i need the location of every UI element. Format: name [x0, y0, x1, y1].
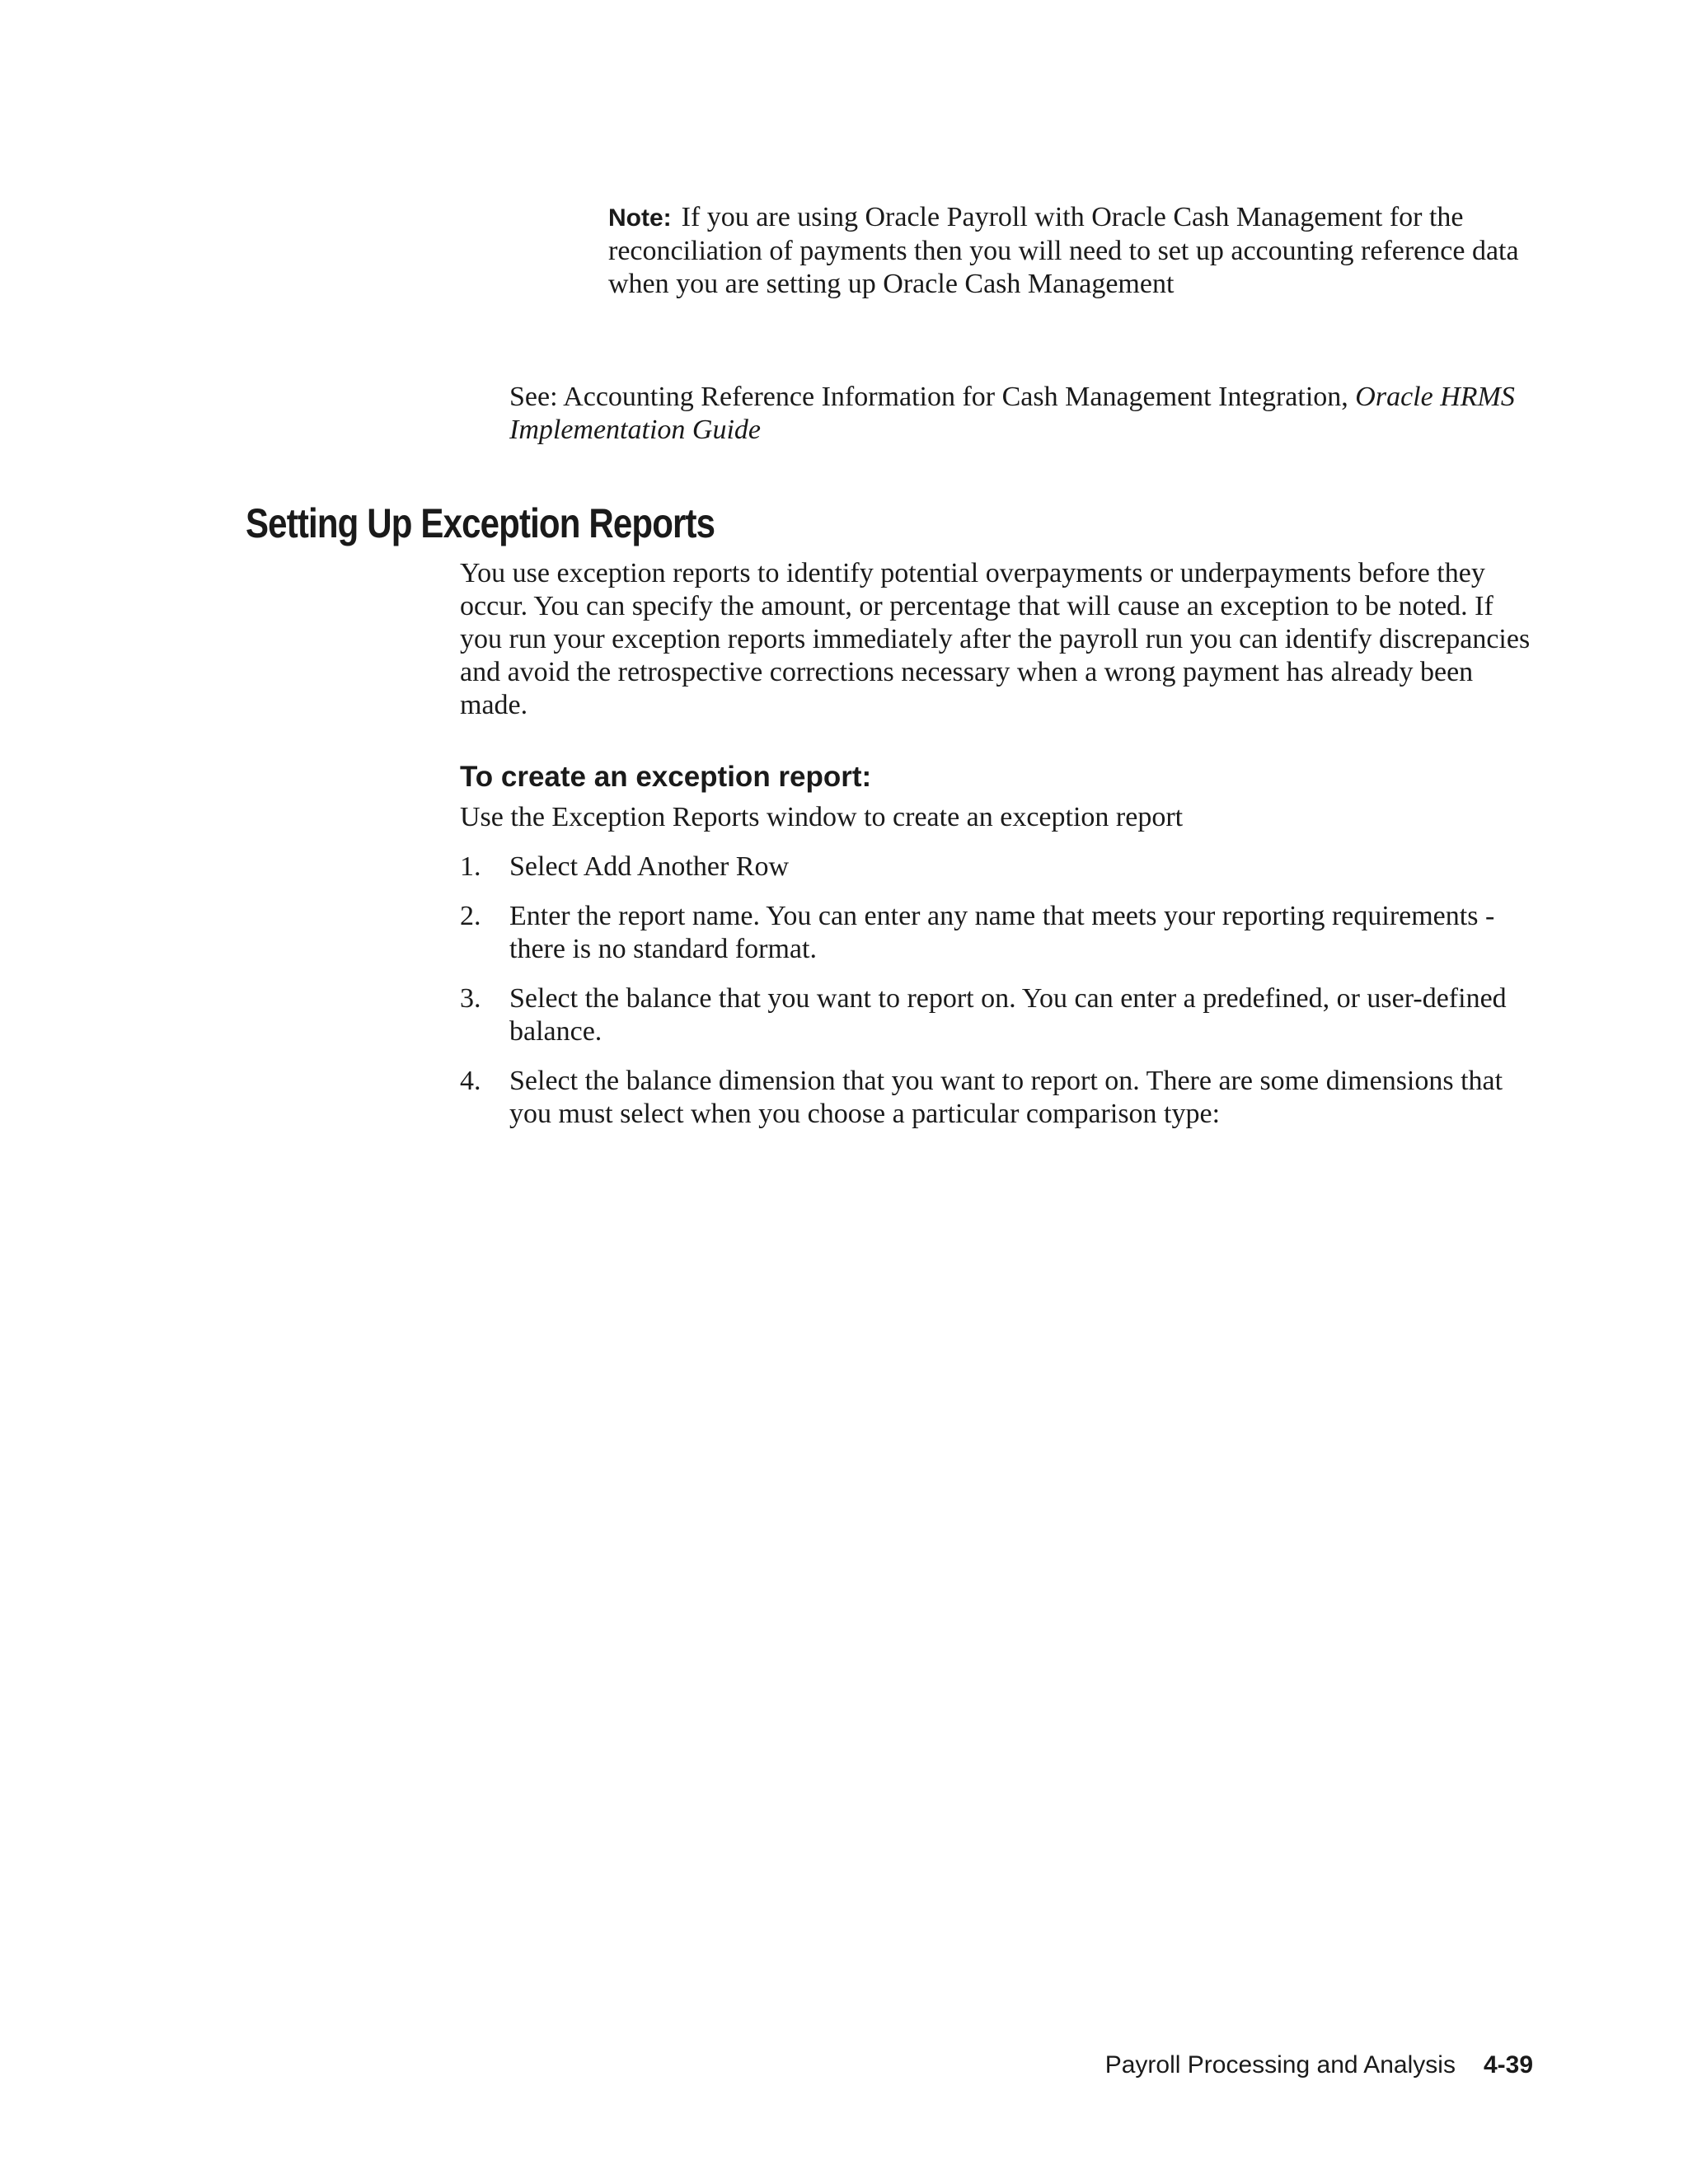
step-text: Select the balance dimension that you want to report on. There are some dimensions that you must select when you choose a particular comparison type: — [509, 1066, 1503, 1129]
step-number: 4. — [460, 1066, 481, 1096]
step-number: 2. — [460, 901, 481, 931]
footer-chapter-title: Payroll Processing and Analysis — [1104, 2051, 1456, 2079]
procedure-heading: To create an exception report: — [460, 761, 872, 793]
note-text: If you are using Oracle Payroll with Oracle Cash Management for the reconciliation of payments then you will need to set up accounting reference data when you are setting up Oracle Cash Management — [608, 202, 1519, 299]
step-text: Select the balance that you want to report on. You can enter a predefined, or user-defined balance. — [509, 983, 1507, 1047]
step-number: 3. — [460, 983, 481, 1014]
section-title: Setting Up Exception Reports — [246, 500, 715, 546]
page-footer — [1105, 2050, 1533, 2080]
see-reference-title: Oracle HRMS Implementation Guide — [509, 382, 1515, 445]
see-link-text: Accounting Reference Information for Cash Management Integration, — [563, 382, 1348, 412]
step-1 — [460, 851, 1540, 883]
see-prefix: See: — [509, 382, 558, 412]
procedure-intro: Use the Exception Reports window to create an exception report — [460, 802, 1184, 832]
section-intro: You use exception reports to identify potential overpayments or underpayments before they occur. You can specify the amount, or percentage that will cause an exception to be noted. If you run your exception reports immediately after the payroll run you can identify discrepancies and avoid the retrospective corrections necessary when a wrong payment has already been made. — [460, 558, 1531, 720]
footer-page-number: 4-39 — [1483, 2051, 1533, 2079]
step-text: Select Add Another Row — [509, 851, 790, 882]
step-4 — [460, 1065, 1540, 1131]
procedure-steps — [460, 851, 1540, 1147]
step-number: 1. — [460, 851, 481, 882]
note-block — [608, 201, 1540, 301]
step-2 — [460, 900, 1540, 966]
step-text: Enter the report name. You can enter any name that meets your reporting requirements - there is no standard format. — [509, 901, 1495, 964]
step-3 — [460, 982, 1540, 1048]
see-reference — [509, 381, 1540, 447]
note-label: Note: — [608, 204, 672, 232]
